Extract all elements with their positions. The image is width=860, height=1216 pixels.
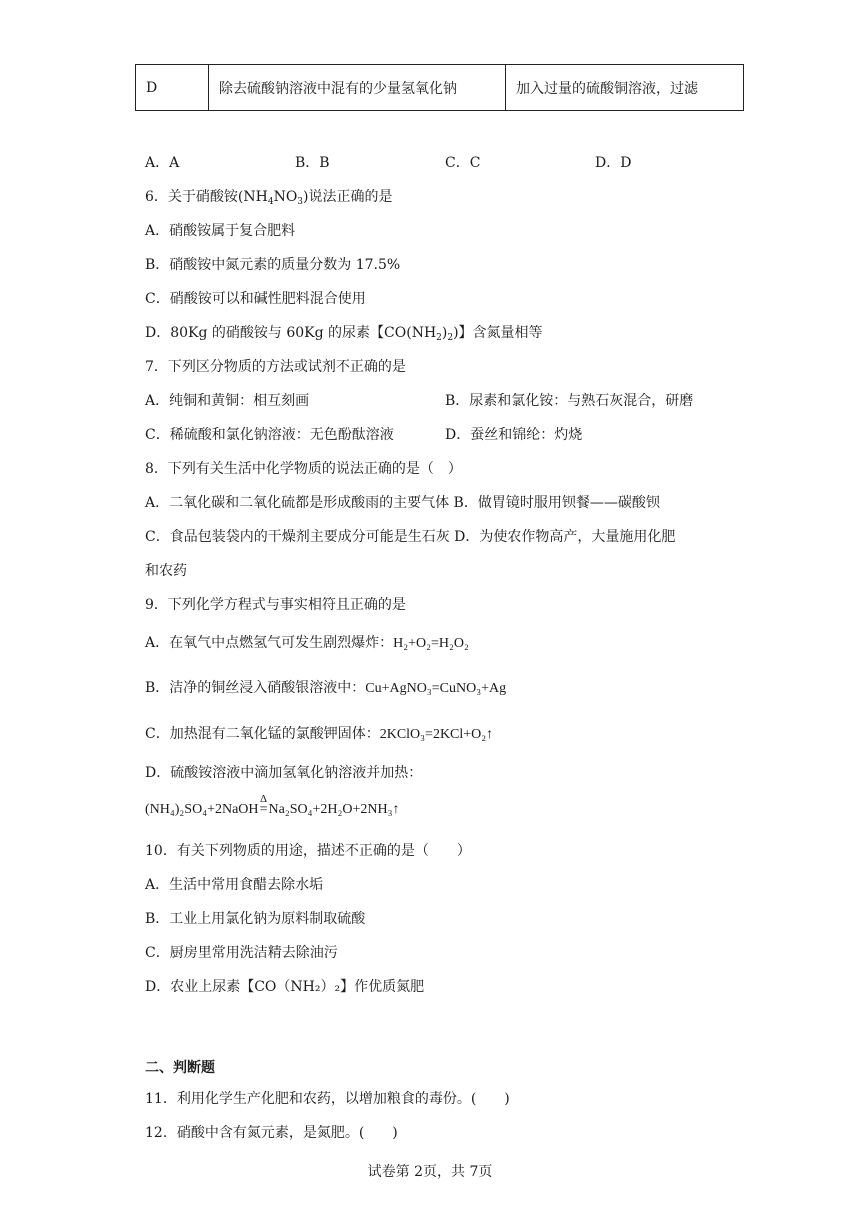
q6-stem-text-end: )说法正确的是: [303, 189, 393, 205]
q6-option-d-sub2: 2: [447, 333, 454, 343]
q5-option-c: C．C: [445, 155, 481, 171]
q7-option-c: C．稀硫酸和氯化钠溶液：无色酚酞溶液: [145, 427, 394, 443]
q9-eq-right: Na₂SO₄+2H₂O+2NH₃↑: [268, 802, 400, 817]
q6-option-d: [145, 323, 543, 348]
q10-option-c: C．厨房里常用洗洁精去除油污: [145, 945, 338, 961]
q7-option-b: B．尿素和氯化铵：与熟石灰混合，研磨: [445, 393, 694, 409]
q9-eq-equals: =: [259, 802, 268, 817]
q6-stem: [145, 187, 393, 212]
q6-option-d-text: D．80Kg 的硝酸铵与 60Kg 的尿素【CO(NH: [145, 325, 437, 341]
q11-stem: 11．利用化学生产化肥和农药，以增加粮食的毒份。( ): [145, 1091, 510, 1107]
q6-stem-sub: 4: [267, 197, 274, 207]
q8-options-line2: C．食品包装袋内的干燥剂主要成分可能是生石灰 D．为使农作物高产，大量施用化肥: [145, 529, 676, 545]
q7-option-d: D．蚕丝和锦纶：灼烧: [445, 427, 583, 443]
q7-stem: 7．下列区分物质的方法或试剂不正确的是: [145, 359, 406, 375]
q6-option-b: B．硝酸铵中氮元素的质量分数为 17.5%: [145, 257, 401, 273]
q6-stem-text-mid: NO: [273, 189, 298, 205]
q8-options-line1: A．二氧化碳和二氧化硫都是形成酸雨的主要气体 B．做胃镜时服用钡餐——碳酸钡: [145, 495, 660, 511]
q9-option-d: D．硫酸铵溶液中滴加氢氧化钠溶液并加热：: [145, 765, 423, 781]
options-table: [135, 64, 744, 111]
q7-option-a: A．纯铜和黄铜：相互刻画: [145, 393, 310, 409]
q6-option-c: C．硝酸铵可以和碱性肥料混合使用: [145, 291, 366, 307]
table-row: [136, 65, 744, 111]
q9-option-b-equation: Cu+AgNO₃=CuNO₃+Ag: [365, 681, 507, 696]
q5-option-d: D．D: [595, 155, 632, 171]
delta-icon: Δ: [259, 793, 268, 805]
q8-options-line3: 和农药: [145, 563, 187, 579]
q6-option-d-sub: 2: [436, 333, 442, 343]
q9-option-a-equation: H₂+O₂=H₂O₂: [393, 636, 469, 651]
section-heading: 二、判断题: [145, 1060, 215, 1076]
q9-stem: 9．下列化学方程式与事实相符且正确的是: [145, 597, 406, 613]
q10-option-a: A．生活中常用食醋去除水垢: [145, 877, 324, 893]
q9-option-c-text: C．加热混有二氧化锰的氯酸钾固体：: [145, 726, 380, 742]
q10-stem: 10．有关下列物质的用途，描述不正确的是（ ）: [145, 843, 471, 859]
q6-option-d-text-end: )】含氮量相等: [453, 325, 543, 341]
q6-option-d-text-mid: ): [441, 325, 448, 341]
q9-option-a-text: A．在氧气中点燃氢气可发生剧烈爆炸：: [145, 635, 394, 651]
q9-option-c: [145, 724, 493, 745]
q10-option-d: D．农业上尿素【CO（NH₂）₂】作优质氮肥: [145, 979, 425, 995]
q9-option-d-equation: [145, 793, 400, 820]
q9-option-a: [145, 633, 469, 654]
q5-option-b: B．B: [295, 155, 330, 171]
table-cell-label: D: [136, 65, 209, 111]
q5-option-a: A．A: [145, 155, 180, 171]
q6-stem-text: 6．关于硝酸铵(NH: [145, 189, 268, 205]
q9-option-b-text: B．洁净的铜丝浸入硝酸银溶液中：: [145, 680, 366, 696]
q10-option-b: B．工业上用氯化钠为原料制取硫酸: [145, 911, 366, 927]
q6-option-a: A．硝酸铵属于复合肥料: [145, 223, 296, 239]
q9-option-c-equation: 2KClO₃=2KCl+O₂↑: [379, 727, 494, 742]
q8-stem: 8．下列有关生活中化学物质的说法正确的是（ ）: [145, 461, 462, 477]
q6-stem-sub2: 3: [297, 197, 304, 207]
q9-eq-left: (NH₄)₂SO₄+2NaOH: [145, 802, 259, 817]
page-footer: 试卷第 2页，共 7页: [367, 1164, 493, 1180]
table-cell-purpose: 除去硫酸钠溶液中混有的少量氢氧化钠: [209, 65, 506, 111]
q9-option-b: [145, 678, 506, 699]
table-cell-method: 加入过量的硫酸铜溶液，过滤: [506, 65, 744, 111]
q12-stem: 12．硝酸中含有氮元素，是氮肥。( ): [145, 1125, 398, 1141]
q9-eq-heat-sign: [259, 793, 269, 820]
